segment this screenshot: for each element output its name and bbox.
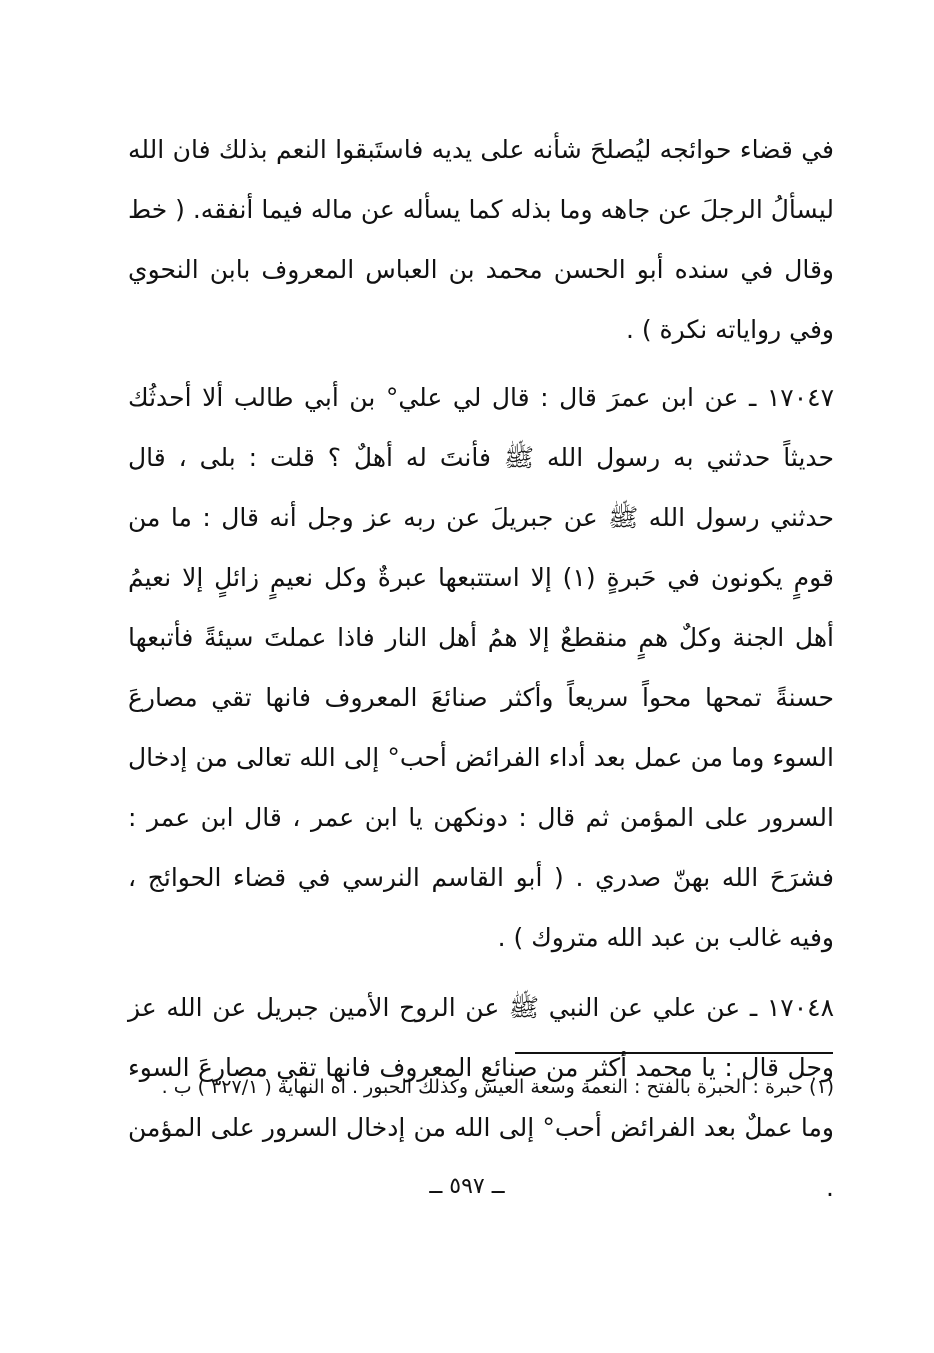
- footnote-1: (١) حبرة : الحبرة بالفتح : النعمة وسعة العيش وكذلك الحبور . اه النهاية ( ٣٢٧/١ ) ب .: [161, 1076, 834, 1098]
- paragraph-continuation: في قضاء حوائجه ليُصلحَ شأنه على يديه فاستَبقوا النعم بذلك فان الله ليسألُ الرجلَ عن جاهه وما بذله كما يسأله عن ماله فيما أنفقه. ( خط وقال في سنده أبو الحسن محمد بن العباس المعروف بابن النحوي وفي رواياته نكرة ) .: [128, 135, 834, 344]
- hadith-17047: ١٧٠٤٧ ـ عن ابن عمرَ قال : قال لي علي° بن أبي طالب ألا أحدثُك حديثاً حدثني به رسول الله ﷺ فأنتَ له أهلٌ ؟ قلت : بلى ، قال حدثني رسول الله ﷺ عن جبريلَ عن ربه عز وجل أنه قال : ما من قومٍ يكونون في حَبرةٍ (١) إلا استتبعها عبرةٌ وكل نعيمٍ زائلٍ إلا نعيمُ أهل الجنة وكلٌ همٍ منقطعٌ إلا همُ أهل النار فاذا عملتَ سيئةً فأتبعها حسنةً تمحها محواً سريعاً وأكثر صنائعَ المعروف فانها تقي مصارعَ السوء وما من عمل بعد أداء الفرائض أحب° إلى الله تعالى من إدخال السرور على المؤمن ثم قال : دونكهن يا ابن عمر ، قال ابن عمر : فشرَحَ الله بهنّ صدري . ( أبو القاسم النرسي في قضاء الحوائج ، وفيه غالب بن عبد الله متروك ) .: [128, 383, 834, 952]
- hadith-17048: ١٧٠٤٨ ـ عن علي عن النبي ﷺ عن الروح الأمين جبريل عن الله عز وجل قال : يا محمد أكثر من صنائع المعروف فانها تقي مصارعَ السوء وما عملٌ بعد الفرائض أحب° إلى الله من إدخال السرور على المؤمن .: [128, 993, 834, 1202]
- footnote-divider: [515, 1052, 833, 1054]
- page-number: ــ ٥٩٧ ــ: [429, 1174, 505, 1199]
- footnotes: [128, 1068, 834, 1106]
